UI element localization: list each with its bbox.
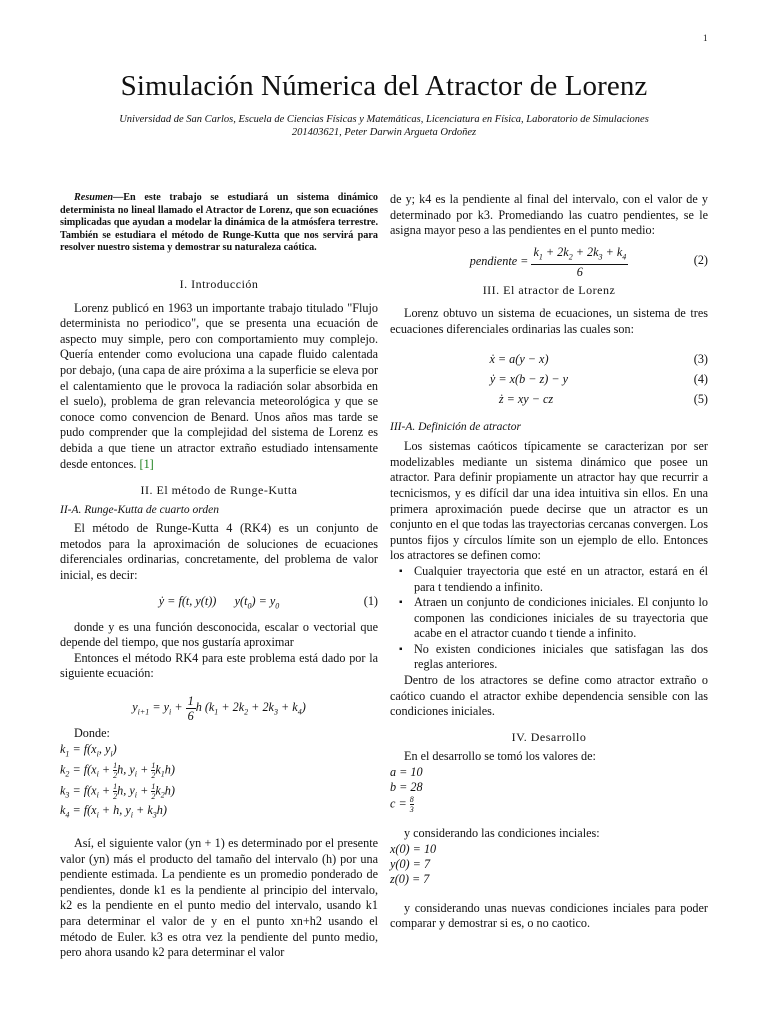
affiliation [80, 113, 688, 139]
initial-z: z(0) = 7 [390, 871, 430, 886]
list-item: ▪ No existen condiciones iniciales que satisfagan las dos reglas anteriores. [414, 642, 708, 673]
left-column [60, 192, 378, 961]
rk4-equation: $y_{i+1} = y_i$ + $\frac{1}{6}$ h $(k_1 + 2k_2 + 2k_3 + k_4)$ [132, 693, 306, 723]
param-b: b = 28 [390, 780, 423, 795]
initial-x: x(0) = 10 [390, 841, 437, 856]
equation-4-body: ẏ = x(b − z) − y [489, 371, 569, 386]
list-item: ▪ Cualquier trayectoria que esté en un atractor, estará en él para t tendiendo a infinito. [414, 564, 708, 595]
section-3a-title: III-A. Definición de atractor [390, 420, 521, 433]
abstract-label: Resumen [74, 192, 114, 203]
equation-5-number: (5) [693, 391, 708, 406]
citation-link[interactable]: [1] [139, 456, 154, 471]
section-2a-title: II-A. Runge-Kutta de cuarto orden [60, 503, 219, 516]
abstract-text: —En este trabajo se estudiará un sistema dinámico determinista no lineal llamado el Atractor de Lorenz, que son ecuaciónes simplicadas que ayudan a modelar la dinámica de la atmósfera terrestre. También se estudiara el método de Runge-Kutta que nos servirá para resolver nuestro sistema y demostrar su naturaleza caótica. [60, 192, 378, 254]
initial-conditions [390, 842, 708, 887]
affiliation-line-2: 201403621, Peter Darwin Argueta Ordoñez [291, 127, 477, 138]
equation-2-body: pendiente = $\frac{k_1 + 2k_2 + 2k_3 + k_4}{6}$ [469, 244, 627, 280]
parameter-values [390, 765, 708, 814]
right-paragraph-1: de y; k4 es la pendiente al final del intervalo, con el valor de y determinado por k3. Promediando las cuatro pendientes, se le asigna mayor peso a las pendientes en el punto medio: [390, 192, 708, 238]
equation-1 [60, 594, 378, 614]
section-2-title: II. El método de Runge-Kutta [140, 483, 298, 498]
equation-2-number: (2) [693, 252, 708, 267]
list-item: ▪ Atraen un conjunto de condiciones iniciales. El conjunto lo componen las condiciones iniciales de su trayectoria que acabe en el atractor cuando t tiende a infinito. [414, 595, 708, 642]
right-column [390, 192, 708, 932]
paper-title: Simulación Númerica del Atractor de Lorenz [120, 70, 648, 102]
initial-y: y(0) = 7 [390, 856, 431, 871]
equation-4-number: (4) [693, 371, 708, 386]
equation-1-body: ẏ = f(t, y(t)) $y(t_0) = y_0$ [158, 593, 280, 611]
section-1-title: I. Introducción [179, 276, 259, 291]
section-3-title: III. El atractor de Lorenz [482, 282, 616, 297]
abstract [60, 192, 378, 255]
k2-definition: $k_2 = f(x_i$ + $\frac{1}{2}$ h, $y_i$ + $\frac{1}{2}$ $k_1h$) [60, 761, 175, 781]
k3-definition: $k_3 = f(x_i$ + $\frac{1}{2}$ h, $y_i$ + $\frac{1}{2}$ $k_2h$) [60, 781, 175, 801]
section-3a-paragraph-2: Dentro de los atractores se define como atractor extraño o caótico cuando el atractor exhibe dependencia sensible con las condiciones iniciales. [390, 673, 708, 719]
equation-4 [390, 372, 708, 392]
section-2a-paragraph-3: Entonces el método RK4 para este problema está dado por la siguiente ecuación: [60, 650, 378, 681]
section-1-text [60, 301, 378, 473]
section-4-title: IV. Desarrollo [511, 729, 587, 744]
section-3-paragraph-1: Lorenz obtuvo un sistema de ecuaciones, un sistema de tres ecuaciones diferenciales ordinarias las cuales son: [390, 306, 708, 336]
k-definitions [60, 742, 378, 822]
donde-label: Donde: [74, 726, 110, 741]
section-2a-paragraph-1: El método de Runge-Kutta 4 (RK4) es un conjunto de metodos para la aproximación de soluciones de ecuaciones diferenciales ordinarias, concretamente, del problema de valor inicial, es decir: [60, 521, 378, 583]
section-4-paragraph-3: y considerando unas nuevas condiciones inciales para poder comparar y demostrar si es, o no caotico. [390, 900, 708, 931]
section-3a-paragraph-1: Los sistemas caóticos típicamente se caracterizan por ser modelizables mediante un sistema dinámico que posee un atractor. Para definir propiamente un atractor hay que recurrir a tecnicismos, y es difícil dar una idea intuitiva sin ellos. En una primera aproximación puede decirse que un atractor es un conjunto en el que todas las trayectorias cercanas convergen. Los puntos fijos y círculos límite son un ejemplo de ello. Entonces los atractores se definen como: [390, 439, 708, 563]
k4-definition: $k_4 = f(x_i + h$, $y_i + k_3h$) [60, 802, 167, 819]
k1-definition: $k_1 = f(x_i$, $y_i$) [60, 741, 117, 759]
equation-1-number: (1) [363, 593, 378, 608]
equation-3-body: ẋ = a(y − x) [489, 351, 549, 366]
param-c: c = $\frac{8}{3}$ [390, 795, 414, 815]
page-number: 1 [703, 33, 708, 43]
affiliation-line-1: Universidad de San Carlos, Escuela de Ciencias Físicas y Matemáticas, Licenciatura en Física, Laboratorio de Simulaciones [119, 114, 649, 125]
section-2a-paragraph-4: Así, el siguiente valor (yn + 1) es determinado por el presente valor (yn) más el producto del tamaño del intervalo (h) por una pendiente estimada. La pendiente es un promedio ponderado de pendientes, donde k1 es la pendiente al principio del intervalo, k2 es la pendiente en el punto medio del intervalo, usando k1 para determinar el valor de y en el punto xn+h2 usando el método de Euler. k3 es otra vez la pendiente del punto medio, pero ahora usando k2 para determinar el valor [60, 835, 378, 960]
equation-5 [390, 392, 708, 412]
section-2a-paragraph-2: donde y es una función desconocida, escalar o vectorial que depende del tiempo, que nos gustaría aproximar [60, 619, 378, 650]
equation-3 [390, 352, 708, 372]
section-4-paragraph-1: En el desarrollo se tomó los valores de: [404, 749, 596, 764]
equation-5-body: ż = xy − cz [498, 391, 554, 406]
section-4-paragraph-2: y considerando las condiciones inciales: [404, 826, 600, 841]
equation-3-number: (3) [693, 351, 708, 366]
section-1-body: Lorenz publicó en 1963 un importante trabajo titulado "Flujo determinista no periodico", que se presenta una ecuación de aspecto muy simple, pero con comportamiento muy complejo. Quería entender como evoluciona una capade fluido calentada por debajo, (una capa de aire próxima a la superficie se eleva por el calentamiento que le provoca la radiación solar absorbida en el suelo), problema de gran relevancia meteorológica y que se conoce como convencion de Benard. Unos años mas tarde se pudo comprender que la complejidad del sistema de Lorenz es debida a que tiene un atractor extraño estudiado intensamente desde entonces. [60, 300, 378, 471]
attractor-rules-list [390, 564, 708, 673]
param-a: a = 10 [390, 765, 423, 780]
equation-2 [390, 245, 708, 279]
